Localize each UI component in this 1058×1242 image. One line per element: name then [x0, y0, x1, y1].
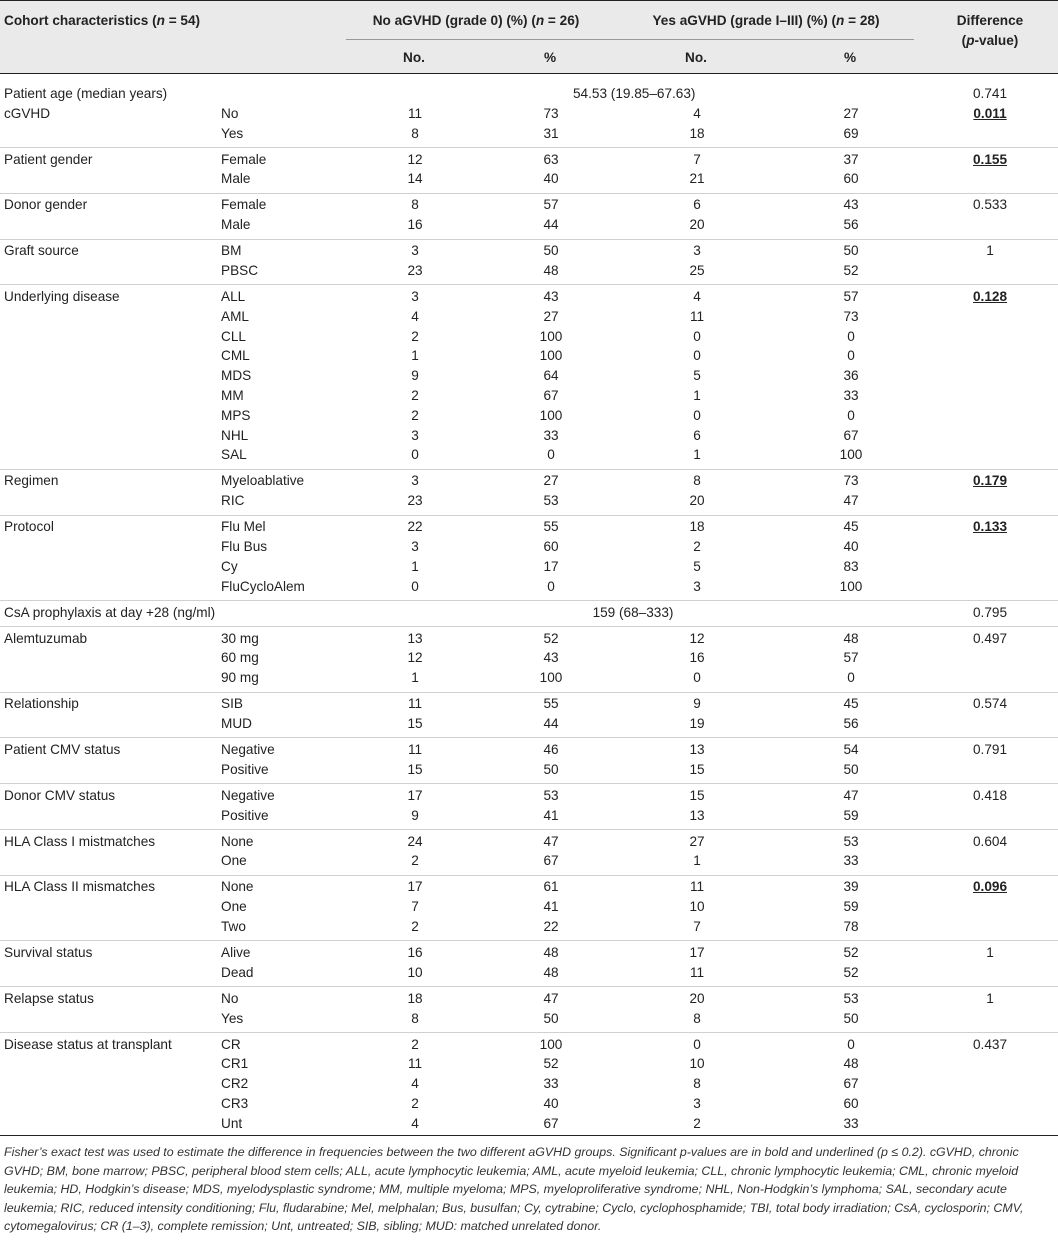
- characteristic-label: Alemtuzumab: [4, 630, 88, 646]
- no-agvhd-count: 2: [411, 853, 419, 869]
- yes-agvhd-count: 8: [693, 1076, 701, 1092]
- no-agvhd-count: 15: [407, 716, 423, 731]
- yes-agvhd-percent: 60: [843, 1096, 859, 1111]
- no-agvhd-percent: 44: [543, 716, 559, 731]
- characteristic-label: HLA Class II mismatches: [4, 879, 156, 895]
- yes-agvhd-percent: 40: [843, 539, 859, 554]
- no-agvhd-percent: 52: [543, 1056, 559, 1072]
- yes-agvhd-percent: 57: [843, 289, 859, 304]
- characteristic-label: Patient age (median years): [4, 86, 168, 101]
- no-agvhd-count: 18: [407, 990, 423, 1006]
- yes-agvhd-count: 21: [689, 171, 705, 187]
- no-agvhd-count: 2: [411, 388, 419, 403]
- level-label: ALL: [221, 289, 246, 304]
- no-agvhd-percent: 61: [543, 879, 559, 895]
- no-agvhd-percent: 63: [543, 151, 559, 167]
- no-agvhd-percent: 55: [543, 519, 559, 535]
- yes-count-header: No.: [685, 50, 707, 65]
- yes-agvhd-count: 15: [689, 787, 705, 803]
- row-separator: [0, 469, 1058, 470]
- level-label: Dead: [221, 964, 254, 980]
- yes-agvhd-percent: 43: [843, 197, 859, 213]
- yes-agvhd-percent: 33: [843, 853, 859, 869]
- no-agvhd-count: 2: [411, 407, 419, 423]
- row-separator: [0, 692, 1058, 693]
- level-label: None: [221, 879, 254, 895]
- level-label: RIC: [221, 493, 245, 509]
- no-agvhd-count: 11: [407, 696, 423, 712]
- level-label: No: [221, 105, 239, 121]
- no-agvhd-count: 17: [407, 879, 423, 895]
- yes-agvhd-count: 9: [693, 696, 701, 712]
- yes-agvhd-percent: 0: [847, 328, 855, 344]
- yes-agvhd-count: 0: [693, 328, 701, 344]
- no-agvhd-count: 0: [411, 578, 419, 594]
- p-value: 0.533: [972, 197, 1008, 213]
- level-label: 90 mg: [221, 670, 259, 686]
- p-value: 1: [986, 243, 994, 259]
- yes-agvhd-count: 0: [693, 670, 701, 686]
- no-percent-header: %: [543, 50, 557, 65]
- yes-agvhd-count: 11: [689, 964, 705, 980]
- yes-agvhd-percent: 0: [847, 670, 855, 686]
- row-separator: [0, 737, 1058, 738]
- no-agvhd-count: 9: [411, 807, 419, 823]
- yes-agvhd-count: 19: [689, 716, 705, 731]
- no-agvhd-percent: 100: [539, 670, 563, 686]
- p-value: 0.795: [972, 604, 1008, 620]
- level-label: SAL: [221, 447, 247, 463]
- p-value: 0.497: [972, 630, 1008, 646]
- yes-agvhd-percent: 0: [847, 1036, 855, 1052]
- yes-agvhd-count: 0: [693, 1036, 701, 1052]
- level-label: CR1: [221, 1056, 249, 1072]
- no-agvhd-percent: 17: [543, 558, 559, 574]
- yes-agvhd-count: 25: [689, 263, 705, 278]
- no-agvhd-header: No aGVHD (grade 0) (%) (n = 26): [372, 13, 580, 28]
- yes-agvhd-percent: 52: [843, 945, 859, 960]
- characteristic-label: Protocol: [4, 519, 54, 535]
- no-agvhd-percent: 50: [543, 1010, 559, 1026]
- level-label: MUD: [221, 716, 252, 731]
- level-label: Female: [221, 197, 267, 213]
- summary-value: 54.53 (19.85–67.63): [573, 86, 696, 101]
- no-agvhd-count: 4: [411, 1076, 419, 1092]
- yes-agvhd-count: 3: [693, 1096, 701, 1111]
- yes-agvhd-count: 13: [689, 807, 705, 823]
- no-agvhd-count: 15: [407, 761, 423, 777]
- characteristic-label: Regimen: [4, 473, 59, 489]
- yes-agvhd-percent: 37: [843, 151, 859, 167]
- yes-agvhd-count: 2: [693, 539, 701, 554]
- yes-agvhd-count: 8: [693, 473, 701, 489]
- characteristic-label: cGVHD: [4, 105, 51, 121]
- characteristic-label: Relapse status: [4, 990, 94, 1006]
- no-agvhd-count: 11: [407, 1056, 423, 1072]
- yes-agvhd-count: 7: [693, 151, 701, 167]
- level-label: MM: [221, 388, 244, 403]
- yes-agvhd-percent: 39: [843, 879, 859, 895]
- level-label: One: [221, 853, 247, 869]
- yes-agvhd-count: 7: [693, 919, 701, 934]
- top-rule: [0, 0, 1058, 1]
- level-label: Positive: [221, 761, 269, 777]
- yes-agvhd-percent: 50: [843, 243, 859, 259]
- yes-agvhd-percent: 57: [843, 650, 859, 666]
- yes-agvhd-percent: 100: [839, 447, 863, 463]
- no-agvhd-percent: 67: [543, 853, 559, 869]
- no-agvhd-count: 3: [411, 427, 419, 443]
- significant-p-value: 0.155: [972, 151, 1008, 167]
- row-separator: [0, 284, 1058, 285]
- bottom-rule: [0, 1135, 1058, 1136]
- level-label: CLL: [221, 328, 246, 344]
- no-agvhd-count: 8: [411, 197, 419, 213]
- no-agvhd-percent: 46: [543, 742, 559, 757]
- significant-p-value: 0.133: [972, 519, 1008, 535]
- yes-agvhd-percent: 52: [843, 964, 859, 980]
- yes-agvhd-percent: 59: [843, 899, 859, 915]
- no-agvhd-percent: 31: [543, 125, 559, 141]
- characteristic-label: Patient gender: [4, 151, 93, 167]
- level-label: Yes: [221, 1010, 244, 1026]
- row-separator: [0, 940, 1058, 941]
- yes-agvhd-percent: 73: [843, 308, 859, 324]
- characteristic-label: Donor gender: [4, 197, 88, 213]
- no-agvhd-percent: 47: [543, 990, 559, 1006]
- no-agvhd-count: 3: [411, 539, 419, 554]
- characteristic-label: Donor CMV status: [4, 787, 116, 803]
- level-label: Flu Mel: [221, 519, 266, 535]
- yes-agvhd-percent: 56: [843, 217, 859, 233]
- yes-agvhd-percent: 0: [847, 407, 855, 423]
- yes-agvhd-percent: 36: [843, 368, 859, 384]
- yes-agvhd-count: 5: [693, 558, 701, 574]
- p-value: 1: [986, 990, 994, 1006]
- yes-agvhd-percent: 50: [843, 761, 859, 777]
- yes-agvhd-count: 16: [689, 650, 705, 666]
- no-agvhd-percent: 44: [543, 217, 559, 233]
- no-agvhd-count: 1: [411, 558, 419, 574]
- no-agvhd-percent: 53: [543, 493, 559, 509]
- level-label: SIB: [221, 696, 243, 712]
- level-label: Negative: [221, 742, 275, 757]
- no-agvhd-count: 10: [407, 964, 423, 980]
- characteristic-label: HLA Class I mistmatches: [4, 833, 156, 849]
- no-agvhd-count: 7: [411, 899, 419, 915]
- no-agvhd-count: 23: [407, 263, 423, 278]
- yes-agvhd-count: 2: [693, 1115, 701, 1131]
- p-value: 0.437: [972, 1036, 1008, 1052]
- yes-agvhd-count: 20: [689, 493, 705, 509]
- no-agvhd-percent: 27: [543, 473, 559, 489]
- characteristic-label: CsA prophylaxis at day +28 (ng/ml): [4, 604, 216, 620]
- significant-p-value: 0.179: [972, 473, 1008, 489]
- yes-agvhd-count: 8: [693, 1010, 701, 1026]
- level-label: MPS: [221, 407, 251, 423]
- no-agvhd-percent: 22: [543, 919, 559, 934]
- yes-agvhd-percent: 67: [843, 427, 859, 443]
- row-separator: [0, 600, 1058, 601]
- no-agvhd-count: 1: [411, 348, 419, 364]
- row-separator: [0, 1032, 1058, 1033]
- yes-agvhd-percent: 60: [843, 171, 859, 187]
- no-agvhd-percent: 33: [543, 1076, 559, 1092]
- significant-p-value: 0.096: [972, 879, 1008, 895]
- p-value: 1: [986, 945, 994, 960]
- no-agvhd-count: 9: [411, 368, 419, 384]
- level-label: Negative: [221, 787, 275, 803]
- summary-value: 159 (68–333): [592, 604, 674, 620]
- yes-agvhd-count: 20: [689, 217, 705, 233]
- yes-percent-header: %: [843, 50, 857, 65]
- yes-agvhd-count: 4: [693, 105, 701, 121]
- no-agvhd-percent: 67: [543, 388, 559, 403]
- level-label: Flu Bus: [221, 539, 268, 554]
- no-agvhd-count: 4: [411, 1115, 419, 1131]
- yes-agvhd-percent: 56: [843, 716, 859, 731]
- no-agvhd-percent: 48: [543, 964, 559, 980]
- yes-agvhd-percent: 53: [843, 833, 859, 849]
- no-agvhd-percent: 48: [543, 263, 559, 278]
- level-label: Alive: [221, 945, 251, 960]
- level-label: Male: [221, 171, 251, 187]
- table-footnote: Fisher’s exact test was used to estimate the difference in frequencies between the two different aGVHD groups. Significant p-values are in bold and underlined (p ≤ 0.2). cGVHD, chronic GVHD; BM, bone marrow; PBSC, peripheral blood stem cells; ALL, acute lymphocytic leukemia; AML, acute myeloid leukemia; CLL, chronic lymphocytic leukemia; CML, chronic myeloid leukemia; HD, Hodgkin’s disease; MDS, myelodysplastic syndrome; MM, multiple myeloma; MPS, myeloproliferative syndrome; NHL, Non-Hodgkin’s lymphoma; SAL, secondary acute leukemia; RIC, reduced intensity conditioning; Flu, fludarabine; Mel, melphalan; Bus, busulfan; Cy, cytrabine; Cyclo, cyclophosphamide; TBI, total body irradiation; CsA, cyclosporin; CMV, cytomegalovirus; CR (1–3), complete remission; Unt, untreated; SIB, sibling; MUD: matched unrelated donor.: [4, 1145, 1024, 1233]
- level-label: NHL: [221, 427, 249, 443]
- yes-agvhd-percent: 33: [843, 388, 859, 403]
- no-agvhd-percent: 0: [547, 447, 555, 463]
- yes-agvhd-count: 1: [693, 853, 701, 869]
- yes-agvhd-count: 12: [689, 630, 705, 646]
- no-agvhd-count: 0: [411, 447, 419, 463]
- no-agvhd-count: 4: [411, 308, 419, 324]
- no-agvhd-count: 2: [411, 1036, 419, 1052]
- no-agvhd-count: 3: [411, 473, 419, 489]
- p-value: 0.574: [972, 696, 1008, 712]
- yes-agvhd-percent: 27: [843, 105, 859, 121]
- yes-agvhd-percent: 69: [843, 125, 859, 141]
- characteristic-label: Disease status at transplant: [4, 1036, 172, 1052]
- row-separator: [0, 875, 1058, 876]
- level-label: One: [221, 899, 247, 915]
- no-agvhd-percent: 47: [543, 833, 559, 849]
- no-agvhd-percent: 40: [543, 1096, 559, 1111]
- characteristic-label: Underlying disease: [4, 289, 120, 304]
- level-label: 60 mg: [221, 650, 259, 666]
- row-separator: [0, 193, 1058, 194]
- no-agvhd-count: 1: [411, 670, 419, 686]
- significant-p-value: 0.128: [972, 289, 1008, 304]
- no-agvhd-percent: 33: [543, 427, 559, 443]
- no-agvhd-percent: 64: [543, 368, 559, 384]
- yes-agvhd-percent: 45: [843, 519, 859, 535]
- no-count-header: No.: [403, 50, 425, 65]
- group-underline: [346, 39, 914, 40]
- no-agvhd-percent: 100: [539, 328, 563, 344]
- yes-agvhd-count: 18: [689, 125, 705, 141]
- significant-p-value: 0.011: [973, 105, 1007, 121]
- row-separator: [0, 783, 1058, 784]
- no-agvhd-count: 8: [411, 125, 419, 141]
- no-agvhd-percent: 50: [543, 761, 559, 777]
- yes-agvhd-count: 6: [693, 427, 701, 443]
- pvalue-header: (p-value): [961, 33, 1019, 48]
- yes-agvhd-count: 5: [693, 368, 701, 384]
- yes-agvhd-count: 0: [693, 348, 701, 364]
- yes-agvhd-count: 1: [693, 447, 701, 463]
- no-agvhd-count: 12: [407, 650, 423, 666]
- yes-agvhd-header: Yes aGVHD (grade I–III) (%) (n = 28): [652, 13, 880, 28]
- level-label: 30 mg: [221, 630, 259, 646]
- yes-agvhd-percent: 48: [843, 630, 859, 646]
- yes-agvhd-count: 0: [693, 407, 701, 423]
- no-agvhd-percent: 100: [539, 1036, 563, 1052]
- level-label: PBSC: [221, 263, 259, 278]
- p-value: 0.604: [972, 833, 1008, 849]
- yes-agvhd-count: 13: [689, 742, 705, 757]
- no-agvhd-percent: 43: [543, 650, 559, 666]
- yes-agvhd-count: 15: [689, 761, 705, 777]
- no-agvhd-count: 16: [407, 217, 423, 233]
- no-agvhd-percent: 52: [543, 630, 559, 646]
- no-agvhd-percent: 40: [543, 171, 559, 187]
- yes-agvhd-count: 20: [689, 990, 705, 1006]
- no-agvhd-count: 3: [411, 289, 419, 304]
- header-bottom-rule: [0, 73, 1058, 74]
- yes-agvhd-count: 1: [693, 388, 701, 403]
- yes-agvhd-percent: 48: [843, 1056, 859, 1072]
- yes-agvhd-percent: 45: [843, 696, 859, 712]
- level-label: No: [221, 990, 239, 1006]
- yes-agvhd-count: 10: [689, 1056, 705, 1072]
- level-label: Myeloablative: [221, 473, 305, 489]
- cohort-header: Cohort characteristics (n = 54): [4, 13, 201, 28]
- level-label: CR3: [221, 1096, 249, 1111]
- no-agvhd-count: 2: [411, 919, 419, 934]
- yes-agvhd-count: 4: [693, 289, 701, 304]
- no-agvhd-percent: 27: [543, 308, 559, 324]
- no-agvhd-percent: 48: [543, 945, 559, 960]
- no-agvhd-percent: 53: [543, 787, 559, 803]
- no-agvhd-count: 22: [407, 519, 423, 535]
- no-agvhd-percent: 0: [547, 578, 555, 594]
- yes-agvhd-count: 3: [693, 243, 701, 259]
- yes-agvhd-percent: 47: [843, 493, 859, 509]
- no-agvhd-count: 11: [407, 105, 423, 121]
- no-agvhd-count: 2: [411, 328, 419, 344]
- yes-agvhd-count: 11: [689, 879, 705, 895]
- yes-agvhd-count: 27: [689, 833, 705, 849]
- no-agvhd-count: 24: [407, 833, 423, 849]
- level-label: Positive: [221, 807, 269, 823]
- yes-agvhd-count: 18: [689, 519, 705, 535]
- yes-agvhd-count: 6: [693, 197, 701, 213]
- characteristic-label: Survival status: [4, 945, 93, 960]
- no-agvhd-count: 13: [407, 630, 423, 646]
- yes-agvhd-percent: 47: [843, 787, 859, 803]
- no-agvhd-percent: 60: [543, 539, 559, 554]
- level-label: Male: [221, 217, 251, 233]
- row-separator: [0, 147, 1058, 148]
- level-label: AML: [221, 308, 249, 324]
- row-separator: [0, 986, 1058, 987]
- row-separator: [0, 239, 1058, 240]
- level-label: Cy: [221, 558, 238, 574]
- level-label: CR2: [221, 1076, 249, 1092]
- row-separator: [0, 515, 1058, 516]
- yes-agvhd-percent: 50: [843, 1010, 859, 1026]
- no-agvhd-count: 16: [407, 945, 423, 960]
- yes-agvhd-percent: 78: [843, 919, 859, 934]
- characteristic-label: Patient CMV status: [4, 742, 121, 757]
- level-label: BM: [221, 243, 242, 259]
- no-agvhd-percent: 57: [543, 197, 559, 213]
- row-separator: [0, 829, 1058, 830]
- yes-agvhd-percent: 0: [847, 348, 855, 364]
- difference-header: Difference: [956, 13, 1024, 28]
- no-agvhd-percent: 41: [543, 807, 559, 823]
- yes-agvhd-percent: 73: [843, 473, 859, 489]
- level-label: CML: [221, 348, 250, 364]
- no-agvhd-count: 17: [407, 787, 423, 803]
- yes-agvhd-percent: 83: [843, 558, 859, 574]
- characteristic-label: Graft source: [4, 243, 79, 259]
- level-label: Yes: [221, 125, 244, 141]
- yes-agvhd-count: 11: [689, 308, 705, 324]
- yes-agvhd-percent: 52: [843, 263, 859, 278]
- no-agvhd-percent: 41: [543, 899, 559, 915]
- yes-agvhd-count: 10: [689, 899, 705, 915]
- no-agvhd-count: 3: [411, 243, 419, 259]
- yes-agvhd-percent: 33: [843, 1115, 859, 1131]
- no-agvhd-count: 23: [407, 493, 423, 509]
- no-agvhd-count: 14: [407, 171, 423, 187]
- p-value: 0.418: [972, 787, 1008, 803]
- yes-agvhd-count: 17: [689, 945, 705, 960]
- row-separator: [0, 626, 1058, 627]
- yes-agvhd-percent: 67: [843, 1076, 859, 1092]
- no-agvhd-percent: 73: [543, 105, 559, 121]
- no-agvhd-percent: 100: [539, 407, 563, 423]
- level-label: MDS: [221, 368, 252, 384]
- level-label: Two: [221, 919, 246, 934]
- characteristic-label: Relationship: [4, 696, 79, 712]
- yes-agvhd-percent: 59: [843, 807, 859, 823]
- p-value: 0.741: [972, 86, 1008, 101]
- no-agvhd-count: 8: [411, 1010, 419, 1026]
- level-label: None: [221, 833, 254, 849]
- level-label: Unt: [221, 1115, 243, 1131]
- no-agvhd-percent: 43: [543, 289, 559, 304]
- level-label: Female: [221, 151, 267, 167]
- no-agvhd-count: 11: [407, 742, 423, 757]
- no-agvhd-percent: 50: [543, 243, 559, 259]
- p-value: 0.791: [972, 742, 1008, 757]
- yes-agvhd-count: 3: [693, 578, 701, 594]
- no-agvhd-count: 2: [411, 1096, 419, 1111]
- no-agvhd-percent: 100: [539, 348, 563, 364]
- no-agvhd-percent: 67: [543, 1115, 559, 1131]
- yes-agvhd-percent: 100: [839, 578, 863, 594]
- no-agvhd-percent: 55: [543, 696, 559, 712]
- no-agvhd-count: 12: [407, 151, 423, 167]
- level-label: FluCycloAlem: [221, 578, 305, 594]
- yes-agvhd-percent: 53: [843, 990, 859, 1006]
- level-label: CR: [221, 1036, 241, 1052]
- yes-agvhd-percent: 54: [843, 742, 859, 757]
